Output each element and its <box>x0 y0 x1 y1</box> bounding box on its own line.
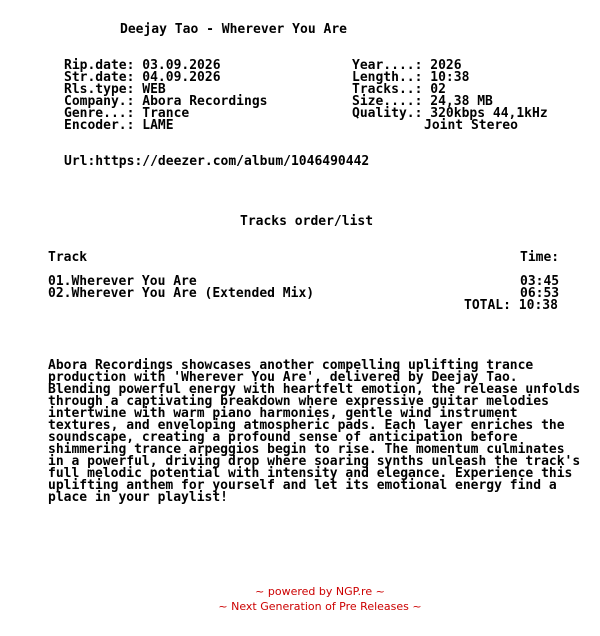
description-line: place in your playlist! <box>48 490 229 505</box>
track-count: Tracks..: 02 <box>352 82 446 97</box>
powered-by-link[interactable]: ~ powered by NGP.re ~ <box>255 585 385 598</box>
description-line: soundscape, creating a profound sense of anticipation before <box>48 430 518 445</box>
description-line: uplifting anthem for yourself and let its emotional energy find a <box>48 478 557 493</box>
rip-date: Rip.date: 03.09.2026 <box>64 58 221 73</box>
description-line: intertwine with warm piano harmonies, gentle wind instrument <box>48 406 518 421</box>
encoder: Encoder.: LAME <box>64 118 174 133</box>
track-time: 06:53 <box>520 286 560 301</box>
description-line: production with 'Wherever You Are', delivered by Deejay Tao. <box>48 370 518 385</box>
release-title: Deejay Tao - Wherever You Are <box>120 22 347 37</box>
time-column-header: Time: <box>520 250 560 265</box>
track-title: 01.Wherever You Are <box>48 274 197 289</box>
file-size: Size....: 24,38 MB <box>352 94 493 109</box>
total-time: TOTAL: 10:38 <box>464 298 558 313</box>
quality: Quality.: 320kbps 44,1kHz <box>352 106 548 121</box>
track-column-header: Track <box>48 250 88 265</box>
track-time: 03:45 <box>520 274 560 289</box>
year: Year....: 2026 <box>352 58 462 73</box>
description-line: Abora Recordings showcases another compelling uplifting trance <box>48 358 534 373</box>
tracklist-heading: Tracks order/list <box>240 214 374 229</box>
description-line: full melodic potential with intensity and elegance. Experience this <box>48 466 573 481</box>
album-url: Url:https://deezer.com/album/1046490442 <box>64 154 370 169</box>
footer-tagline: ~ Next Generation of Pre Releases ~ <box>218 600 422 613</box>
description-line: Blending powerful energy with heartfelt emotion, the release unfolds <box>48 382 581 397</box>
company: Company.: Abora Recordings <box>64 94 268 109</box>
description-line: in a powerful, driving drop where soaring synths unleash the track's <box>48 454 581 469</box>
description-line: textures, and enveloping atmospheric pads. Each layer enriches the <box>48 418 565 433</box>
track-title: 02.Wherever You Are (Extended Mix) <box>48 286 315 301</box>
channel-mode: Joint Stereo <box>424 118 518 133</box>
length: Length..: 10:38 <box>352 70 470 85</box>
release-type: Rls.type: WEB <box>64 82 166 97</box>
description-line: through a captivating breakdown where expressive guitar melodies <box>48 394 549 409</box>
description-line: shimmering trance arpeggios begin to rise. The momentum culminates <box>48 442 565 457</box>
street-date: Str.date: 04.09.2026 <box>64 70 221 85</box>
genre: Genre...: Trance <box>64 106 190 121</box>
